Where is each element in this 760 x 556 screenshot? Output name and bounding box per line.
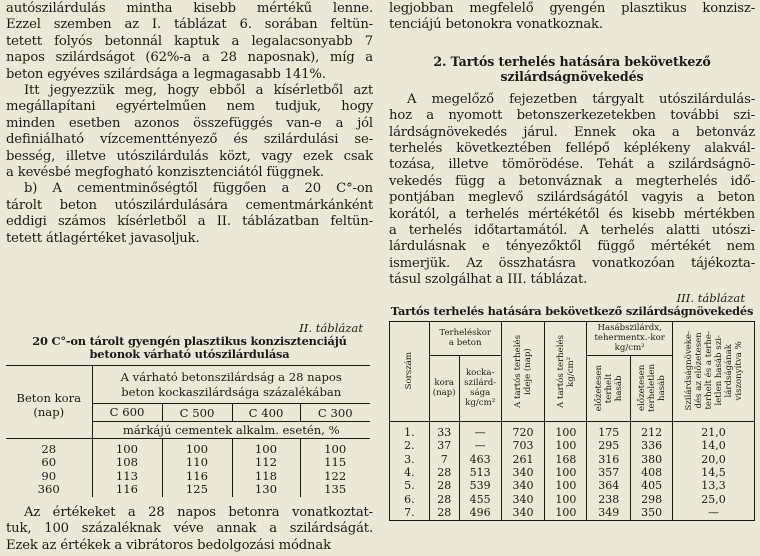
text-line: eddigi számos kísérletből a II. táblázatban feltün- [6,214,373,230]
table-row [390,506,755,520]
table-row [390,466,755,479]
table-cell: 37 [429,439,459,452]
table-cell: 100 [545,466,587,479]
table-2-cement-c400: C 400 [232,404,300,422]
table-cell: 340 [501,466,545,479]
left-column [6,0,373,553]
table-cell: 130 [232,483,300,496]
section-heading: 2. Tartós terhelés hatására bekövetkező szilárdságnövekedés [433,53,711,85]
table-2-cement-c600: C 600 [92,404,162,422]
text-line: definiálható vízcementtényező és szilárdulási se- [6,132,373,148]
text-line: pontjában meglevő szilárdságától vagyis a beton [389,190,755,206]
right-paragraph-1 [389,92,755,289]
table-2-grid [6,365,370,497]
table-2-group-header: A várható betonszilárdság a 28 napos beton kockaszilárdsága százalékában [92,366,370,404]
text-line: Ezzel szemben az I. táblázat 6. sorában feltün- [6,17,373,33]
table-cell: 135 [300,483,370,496]
table-cell: 100 [545,506,587,520]
table-cell: 261 [501,453,545,466]
table-3-h-hasab: Hasábszilárdx, tehermentx.-kor kg/cm² [587,321,673,355]
table-cell: 5. [390,479,430,492]
table-row [390,453,755,466]
text-line: napos szilárdságot (62%-a a 28 naposnak), míg a [6,50,373,66]
table-cell: 25,0 [673,493,755,506]
text-line: a kevésbé megfogható konzisztenciától függnek. [6,165,324,181]
table-cell: 513 [459,466,501,479]
table-cell: 1. [390,421,430,439]
table-cell: 720 [501,421,545,439]
right-column [389,0,755,521]
table-cell: 100 [545,479,587,492]
table-cell: 405 [631,479,673,492]
table-cell: — [673,506,755,520]
table-cell: 100 [545,493,587,506]
table-cell: 496 [459,506,501,520]
text-line: megállapítani egyértelműen nem tudjuk, hogy [6,99,373,115]
table-cell: 7 [429,453,459,466]
table-cell: 238 [587,493,631,506]
table-cell: 212 [631,421,673,439]
text-line: terhelés következtében fellépő képlékeny alakvál- [389,141,755,157]
text-line: tetett átlagértéket javasoljuk. [6,230,200,246]
table-cell: 60 [41,455,57,470]
table-2 [6,322,373,497]
table-cell: 28 [429,466,459,479]
table-cell: 90 [41,468,57,483]
text-line: tenciájú betonokra vonatkoznak. [389,17,603,33]
table-cell: 316 [587,453,631,466]
table-cell: 349 [587,506,631,520]
table-3-h-sorszam: Sorszám [390,321,430,421]
text-line: A megelőző fejezetben tárgyalt utószilárdulás- [407,91,755,107]
table-3-h-kocka: kocka- szilárd- sága kg/cm² [459,355,501,421]
table-2-caption: 20 C°-on tárolt gyengén plasztikus konzisztenciájú betonok várható utószilárdulása [32,334,347,361]
table-cell: 14,0 [673,439,755,452]
table-cell: 350 [631,506,673,520]
table-3-h-elo-nem: előzetesen terheletlen hasáb [631,355,673,421]
text-line: besség, illetve utószilárdulás közt, vagy ezek csak [6,148,373,164]
table-cell: 28 [429,506,459,520]
text-line: Itt jegyezzük meg, hogy ebből a kísérletből azt [24,83,373,99]
table-cell: 360 [37,482,60,497]
table-2-col-age: Beton kora (nap) [6,366,92,439]
table-cell: 7. [390,506,430,520]
table-cell: 21,0 [673,421,755,439]
table-cell: 340 [501,493,545,506]
table-row [6,470,370,483]
table-cell: 116 [92,483,162,496]
table-cell: 6. [390,493,430,506]
table-cell: 340 [501,479,545,492]
table-cell: 100 [300,439,370,457]
table-3-caption: Tartós terhelés hatására bekövetkező szilárdságnövekedés [390,303,754,318]
table-cell: 28 [429,493,459,506]
table-3-grid [389,321,755,521]
text-line: a terhelés időtartamától. A terhelés alatti utószi- [389,223,755,239]
table-cell: 295 [587,439,631,452]
table-cell: 28 [429,479,459,492]
text-line: ismerjük. Az összhatásra vonatkozóan tájékozta- [389,255,755,271]
text-line: korától, a terhelés mértékétől és kisebb mértékben [389,206,755,222]
table-3-h-tartam: A tartós terhelés ideje (nap) [501,321,545,421]
table-cell: 298 [631,493,673,506]
table-cell: 3. [390,453,430,466]
text-line: beton egyéves szilárdsága a legmagasabb 141%. [6,66,326,82]
table-cell: 14,5 [673,466,755,479]
table-3-h-novekedes: Szilárdságnöveke- dés az előzetesen terhelt és a terhe- letlen hasáb szi- lárdságának viszonyítva % [673,321,755,421]
right-paragraph-0 [389,1,755,34]
table-3-h-elo: előzetesen terhelt hasáb [587,355,631,421]
left-paragraph-1 [6,1,373,83]
text-line: lárdulásnak e tényezőktől függő mértékét nem [389,239,755,255]
table-cell: 115 [300,456,370,469]
table-3-h-kora: kora (nap) [429,355,459,421]
left-paragraph-4 [6,505,373,554]
table-3-h-terheleskor: Terheléskor a beton [429,321,501,355]
text-line: autószilárdulás mintha kisebb mértékű lenne. [6,1,373,16]
table-row [390,493,755,506]
table-row [390,421,755,439]
table-cell: 703 [501,439,545,452]
text-line: tárolt beton utószilárdulására cementmárkánként [6,197,373,213]
text-line: Az értékeket a 28 napos betonra vonatkoztat- [24,505,373,520]
text-line: minden esetben azonos összefüggés van-e a jól [6,115,373,131]
table-cell: 168 [545,453,587,466]
text-line: hoz a nyomott betonszerkezetekben további szi- [389,108,755,124]
table-3-h-tartos: A tartós terhelés kg/cm² [545,321,587,421]
table-cell: — [459,421,501,439]
table-row [390,479,755,492]
table-3 [389,292,755,521]
table-cell: 100 [92,439,162,457]
table-cell: 100 [162,439,232,457]
table-cell: 380 [631,453,673,466]
text-line: tásul szolgálhat a III. táblázat. [389,272,588,288]
table-cell: 100 [545,421,587,439]
text-line: tetett folyós betonnál kaptuk a legalacsonyabb 7 [6,33,373,49]
table-2-cement-c300: C 300 [300,404,370,422]
left-paragraph-3 [6,181,373,247]
table-cell: 357 [587,466,631,479]
table-cell: 118 [232,470,300,483]
table-cell: 336 [631,439,673,452]
text-line: vekedés függ a betonváznak a megterhelés idő- [389,173,755,189]
table-row [6,483,370,496]
text-line: b) A cementminőségtől függően a 20 C°-on [24,181,373,197]
table-cell: 100 [232,439,300,457]
table-cell: 20,0 [673,453,755,466]
table-cell: 364 [587,479,631,492]
table-row [6,456,370,469]
table-cell: 463 [459,453,501,466]
table-row [6,439,370,457]
table-2-label: II. táblázat [299,321,363,335]
table-cell: 108 [92,456,162,469]
table-3-label: III. táblázat [676,290,745,305]
table-2-cement-c500: C 500 [162,404,232,422]
text-line: legjobban megfelelő gyengén plasztikus konzisz- [389,1,755,16]
text-line: tuk, 100 százaléknak véve annak a szilárdságát. [6,521,373,537]
table-2-subheader: márkájú cementek alkalm. esetén, % [92,422,370,439]
table-cell: — [459,439,501,452]
table-cell: 175 [587,421,631,439]
table-cell: 112 [232,456,300,469]
left-paragraph-2 [6,83,373,181]
table-cell: 340 [501,506,545,520]
table-cell: 113 [92,470,162,483]
text-line: lárdságnövekedés járul. Ennek oka a betonváz [389,124,755,140]
table-cell: 2. [390,439,430,452]
table-cell: 408 [631,466,673,479]
table-cell: 33 [429,421,459,439]
table-cell: 455 [459,493,501,506]
table-cell: 110 [162,456,232,469]
table-cell: 116 [162,470,232,483]
table-cell: 13,3 [673,479,755,492]
text-line: tozása, illetve tömörödése. Tehát a szilárdságnö- [389,157,755,173]
table-cell: 122 [300,470,370,483]
table-cell: 4. [390,466,430,479]
text-line: Ezek az értékek a vibrátoros bedolgozási módnak [6,537,331,553]
table-cell: 28 [41,442,57,456]
table-cell: 125 [162,483,232,496]
table-cell: 100 [545,439,587,452]
table-cell: 539 [459,479,501,492]
table-row [390,439,755,452]
